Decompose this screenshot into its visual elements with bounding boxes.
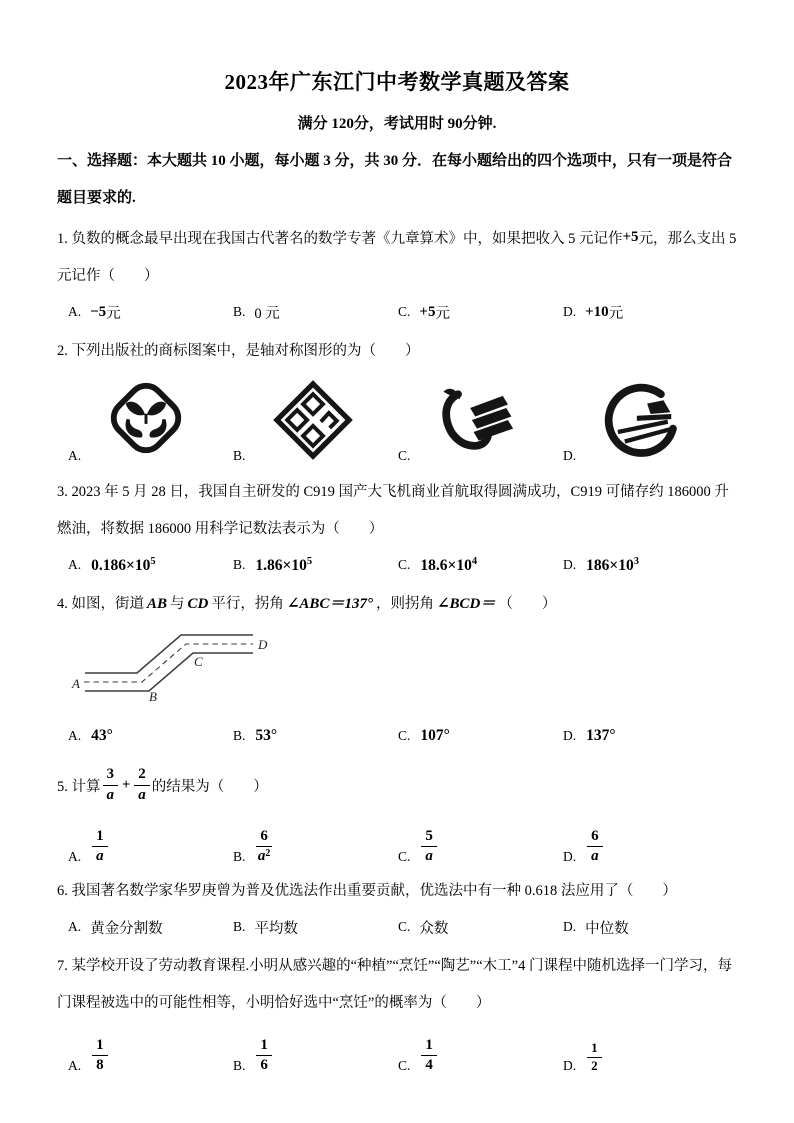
option-value: $\frac{1}{4}$	[421, 1037, 437, 1075]
option-4-a	[68, 727, 233, 745]
option-label: C.	[398, 849, 411, 864]
option-label: C.	[398, 919, 411, 934]
math-angle-bcd: ∠BCD＝	[436, 596, 496, 612]
option-value: $18.6\times 10^4$	[420, 555, 478, 574]
option-1-c	[398, 302, 563, 323]
question-1-stem	[57, 219, 737, 295]
section-heading: 一、选择题：本大题共 10 小题，每小题 3 分，共 30 分．在每小题给出的四个选项中，只有一项是符合题目要求的.	[57, 153, 733, 206]
option-7-c	[398, 1037, 563, 1075]
question-1-options	[57, 297, 737, 327]
option-value: +5元	[419, 303, 450, 322]
diamond-lattice-logo-icon	[269, 376, 357, 464]
option-value: 107°	[420, 727, 450, 744]
question-6-stem: 6. 我国著名数学家华罗庚曾为普及优选法作出重要贡献，优选法中有一种 0.618 法应用了（ ）	[57, 883, 677, 899]
option-label: A.	[68, 728, 82, 743]
fraction-3-over-a: $\frac{3}{a}$	[103, 766, 119, 804]
option-value: $\frac{1}{6}$	[256, 1037, 272, 1075]
option-label: D.	[563, 919, 577, 934]
option-3-c	[398, 556, 563, 575]
question-6-options	[57, 912, 737, 942]
option-6-b	[233, 917, 398, 938]
option-label: C.	[398, 448, 411, 463]
option-3-b	[233, 556, 398, 575]
option-value: 黄金分割数	[90, 920, 163, 937]
option-label: D.	[563, 1058, 577, 1073]
option-label: A.	[68, 919, 82, 934]
question-3-options	[57, 550, 737, 580]
option-value: +10元	[585, 303, 624, 322]
option-label: A.	[68, 448, 82, 463]
stylized-g-circle-logo-icon	[599, 376, 685, 464]
question-4-options	[57, 721, 737, 751]
question-5-text-2: 的结果为（ ）	[151, 778, 268, 795]
diagram-label-c: C	[194, 654, 203, 669]
option-value: −5元	[90, 303, 121, 322]
question-4-stem	[57, 586, 737, 623]
option-value: $1.86\times 10^5$	[255, 555, 313, 574]
math-ab: AB	[147, 596, 168, 612]
option-1-d	[563, 302, 623, 323]
option-7-a	[68, 1037, 233, 1075]
option-value: $0.186\times 10^5$	[91, 555, 156, 574]
option-label: B.	[233, 919, 246, 934]
option-label: A.	[68, 557, 82, 572]
diagram-label-a: A	[72, 676, 80, 691]
option-label: D.	[563, 728, 577, 743]
question-4-text: 平行，拐角	[211, 596, 284, 612]
option-2-a	[68, 374, 233, 466]
option-4-b	[233, 727, 398, 745]
option-4-c	[398, 727, 563, 745]
option-label: C.	[398, 1058, 411, 1073]
street-diagram	[71, 627, 737, 715]
option-value: $\frac{6}{a}$	[587, 828, 603, 866]
plus-sign: +	[122, 776, 131, 793]
option-value: 0 元	[254, 305, 280, 322]
option-value: 平均数	[254, 920, 298, 937]
exam-meta: 满分 120分，考试用时 90分钟.	[297, 116, 497, 132]
option-label: D.	[563, 304, 577, 319]
hands-holding-sprout-logo-icon	[104, 376, 188, 460]
question-1-math: +5	[622, 229, 639, 245]
option-7-b	[233, 1037, 398, 1075]
question-4-text: （ ）	[498, 596, 557, 612]
option-value: 137°	[586, 727, 616, 744]
question-4-text: 4. 如图，街道	[57, 596, 144, 612]
option-3-d	[563, 556, 640, 575]
option-5-d	[563, 828, 605, 866]
option-3-a	[68, 556, 233, 575]
option-value: 53°	[255, 727, 278, 744]
question-5-stem	[57, 757, 737, 813]
option-6-a	[68, 917, 233, 938]
diagram-label-b: B	[149, 689, 157, 704]
option-value: $\frac{1}{a}$	[92, 828, 108, 866]
question-2-stem: 2. 下列出版社的商标图案中，是轴对称图形的为（ ）	[57, 343, 420, 359]
diagram-label-d: D	[258, 637, 268, 652]
swan-with-books-logo-icon	[434, 376, 520, 464]
page-title: 2023年广东江门中考数学真题及答案	[224, 70, 570, 94]
math-cd: CD	[187, 596, 209, 612]
option-5-a	[68, 828, 233, 866]
question-1-text: 1. 负数的概念最早出现在我国古代著名的数学专著《九章算术》中，如果把收入 5 元记作	[57, 231, 623, 247]
option-6-d	[563, 917, 629, 938]
question-3-stem: 3. 2023 年 5 月 28 日，我国自主研发的 C919 国产大飞机商业首航取得圆满成功，C919 可储存约 186000 升燃油，将数据 186000 用科学记数法表示为（ ）	[57, 484, 729, 537]
question-4-text: ，则拐角	[375, 596, 434, 612]
question-1-text-2: 元，那么支出 5 元记作（ ）	[57, 231, 737, 284]
option-7-d	[563, 1041, 604, 1074]
question-5-text: 5. 计算	[57, 778, 101, 795]
question-2-options	[57, 374, 737, 466]
fraction-2-over-a: $\frac{2}{a}$	[134, 766, 150, 804]
math-angle-abc: ∠ABC＝137°	[286, 596, 373, 612]
option-5-c	[398, 828, 563, 866]
option-1-a	[68, 302, 233, 323]
option-5-b	[233, 828, 398, 866]
option-label: B.	[233, 448, 246, 463]
parallel-streets-figure	[71, 627, 306, 713]
option-label: B.	[233, 1058, 246, 1073]
question-5-options	[57, 815, 737, 867]
option-label: D.	[563, 448, 577, 463]
option-value: $\frac{6}{a^2}$	[257, 827, 271, 864]
option-label: B.	[233, 304, 246, 319]
option-label: B.	[233, 728, 246, 743]
question-4-text: 与	[170, 596, 185, 612]
option-label: B.	[233, 557, 246, 572]
option-4-d	[563, 727, 617, 745]
option-label: C.	[398, 557, 411, 572]
option-label: C.	[398, 304, 411, 319]
option-label: B.	[233, 849, 246, 864]
option-2-c	[398, 374, 563, 466]
option-value: $186\times 10^3$	[586, 555, 639, 574]
option-value: 中位数	[585, 920, 629, 937]
option-label: D.	[563, 557, 577, 572]
option-label: A.	[68, 304, 82, 319]
option-1-b	[233, 302, 398, 323]
option-2-b	[233, 374, 398, 466]
option-label: A.	[68, 849, 82, 864]
option-label: D.	[563, 849, 577, 864]
option-value: 众数	[419, 920, 449, 937]
option-6-c	[398, 917, 563, 938]
option-label: C.	[398, 728, 411, 743]
option-value: $\frac{1}{2}$	[587, 1041, 602, 1074]
question-7-options	[57, 1024, 737, 1076]
option-value: $\frac{1}{8}$	[92, 1037, 108, 1075]
question-7-stem: 7. 某学校开设了劳动教育课程.小明从感兴趣的“种植”“烹饪”“陶艺”“木工”4 门课程中随机选择一门学习，每门课程被选中的可能性相等，小明恰好选中“烹饪”的概率为（ ）	[57, 958, 732, 1011]
option-value: 43°	[91, 727, 113, 744]
option-label: A.	[68, 1058, 82, 1073]
option-value: $\frac{5}{a}$	[421, 828, 437, 866]
